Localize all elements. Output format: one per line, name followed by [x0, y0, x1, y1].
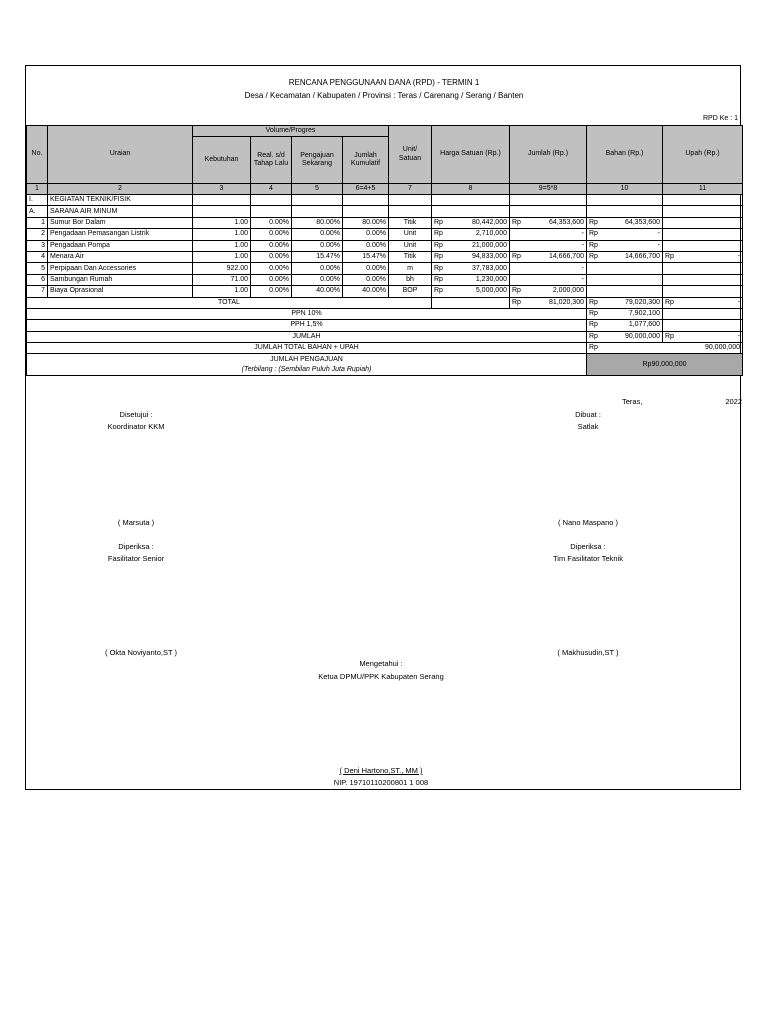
cell-uraian: Menara Air	[48, 251, 193, 262]
fasilitator-name: ( Okta Noviyanto,ST )	[105, 648, 177, 657]
diperiksa2-label: Diperiksa :	[570, 542, 606, 551]
cell-uraian: Pengadaan Pompa	[48, 240, 193, 251]
table-row: 3 Pengadaan Pompa 1.00 0.00% 0.00% 0.00% Unit Rp 21,000,000 - Rp -	[27, 240, 743, 251]
cell-no: 4	[27, 251, 48, 262]
document-subtitle: Desa / Kecamatan / Kabupaten / Provinsi : Teras / Carenang / Serang / Banten	[244, 91, 524, 100]
cell-harga: 21,000,000	[471, 241, 507, 249]
year: 2022	[725, 397, 742, 406]
col-unit: Unit/ Satuan	[389, 126, 432, 184]
total-label: TOTAL	[27, 297, 432, 308]
satlak-title: Satlak	[577, 422, 599, 431]
ketua-name: ( Deni Hartono,ST., MM )	[339, 766, 423, 775]
cell-no: 7	[27, 286, 48, 297]
cell-bahan: -	[657, 230, 660, 238]
cell-bahan: 64,353,600	[624, 218, 660, 226]
cell-harga: 94,833,000	[471, 253, 507, 261]
cell-bahan: 14,666,700	[624, 253, 660, 261]
pph-bahan: 1,077,600	[628, 321, 660, 329]
cell-jumlah: 2,000,000	[552, 287, 584, 295]
koordinator-name: ( Marsuta )	[117, 518, 155, 527]
table-row: 6 Sambungan Rumah 71.00 0.00% 0.00% 0.00% bh Rp 1,230,000 -	[27, 274, 743, 285]
cell-jumlah: -	[510, 263, 587, 274]
cell-pengajuan: 0.00%	[292, 229, 343, 240]
cell-jumlah: 64,353,600	[548, 218, 584, 226]
section-row	[27, 195, 743, 206]
tim-title: Tim Fasilitator Teknik	[552, 554, 624, 563]
cell-uraian: Sumur Bor Dalam	[48, 217, 193, 228]
cell-uraian: Perpipaan Dan Accessories	[48, 263, 193, 274]
cell-unit: m	[389, 263, 432, 274]
terbilang: (Terbilang : (Sembilan Puluh Juta Rupiah)	[27, 365, 587, 376]
cell-kumulatif: 15.47%	[343, 251, 389, 262]
cell-real: 0.00%	[251, 251, 292, 262]
cell-real: 0.00%	[251, 263, 292, 274]
cell-unit: Unit	[389, 229, 432, 240]
cell-real: 0.00%	[251, 274, 292, 285]
col-number: 6=4+5	[343, 184, 389, 195]
cell-no: 3	[27, 240, 48, 251]
jumlah-row: JUMLAH Rp 90,000,000 Rp -	[27, 331, 743, 342]
total-jumlah: 81,020,300	[548, 298, 584, 306]
cell-kebutuhan: 1.00	[193, 286, 251, 297]
section-label: SARANA AIR MINUM	[48, 206, 193, 217]
col-jumlah: Jumlah (Rp.)	[510, 126, 587, 184]
ketua-nip: NIP. 19710110200801 1 008	[333, 778, 429, 787]
cell-pengajuan: 15.47%	[292, 251, 343, 262]
col-upah: Upah (Rp.)	[663, 126, 743, 184]
col-number: 4	[251, 184, 292, 195]
document-title: RENCANA PENGGUNAAN DANA (RPD) - TERMIN 1	[288, 78, 480, 87]
cell-upah	[663, 263, 743, 274]
table-row: 4 Menara Air 1.00 0.00% 15.47% 15.47% Titik Rp 94,833,000 Rp 14,666,700 Rp 14,666,700 Rp -	[27, 251, 743, 262]
cell-kumulatif: 80.00%	[343, 217, 389, 228]
cell-uraian: Pengadaan Pemasangan Listrik	[48, 229, 193, 240]
cell-kebutuhan: 922.00	[193, 263, 251, 274]
ppn-bahan: 7,902,100	[628, 310, 660, 318]
pph-label: PPH 1,5%	[27, 320, 587, 331]
cell-jumlah: -	[510, 274, 587, 285]
col-uraian: Uraian	[48, 126, 193, 184]
cell-kumulatif: 0.00%	[343, 229, 389, 240]
ppn-row: PPN 10% Rp 7,902,100	[27, 308, 743, 319]
table-row: 2 Pengadaan Pemasangan Listrik 1.00 0.00% 0.00% 0.00% Unit Rp 2,710,000 - Rp -	[27, 229, 743, 240]
total-upah: -	[737, 298, 740, 306]
col-number: 8	[432, 184, 510, 195]
pengajuan-row	[27, 354, 743, 365]
jumlah-label: JUMLAH	[27, 331, 587, 342]
cell-kumulatif: 40.00%	[343, 286, 389, 297]
cell-kumulatif: 0.00%	[343, 274, 389, 285]
cell-unit: BOP	[389, 286, 432, 297]
diperiksa1-label: Diperiksa :	[118, 542, 154, 551]
cell-bahan	[587, 263, 663, 274]
rpd-document	[25, 65, 741, 790]
section-label: KEGIATAN TEKNIK/FISIK	[48, 195, 193, 206]
ppn-label: PPN 10%	[27, 308, 587, 319]
cell-upah	[663, 286, 743, 297]
tim-name: ( Makhusudin,ST )	[557, 648, 619, 657]
col-number: 3	[193, 184, 251, 195]
cell-kebutuhan: 1.00	[193, 240, 251, 251]
cell-harga: 5,000,000	[475, 287, 507, 295]
mengetahui-label: Mengetahui :	[359, 659, 403, 668]
grand-value: 90,000,000	[704, 344, 740, 352]
cell-pengajuan: 0.00%	[292, 263, 343, 274]
total-bahan: 79,020,300	[624, 298, 660, 306]
rpd-ke: RPD Ke : 1	[702, 115, 738, 122]
cell-jumlah: 14,666,700	[548, 253, 584, 261]
pengajuan-label: JUMLAH PENGAJUAN	[27, 354, 587, 365]
cell-no: 6	[27, 274, 48, 285]
cell-uraian: Biaya Oprasional	[48, 286, 193, 297]
cell-kebutuhan: 1.00	[193, 251, 251, 262]
cell-harga: 80,442,000	[471, 218, 507, 226]
cell-real: 0.00%	[251, 229, 292, 240]
rpd-table	[26, 125, 743, 376]
col-real: Real. s/d Tahap Lalu	[251, 137, 292, 184]
col-volume-progres: Volume/Progres	[193, 126, 389, 137]
cell-bahan: -	[657, 241, 660, 249]
cell-bahan	[587, 286, 663, 297]
table-row: 1 Sumur Bor Dalam 1.00 0.00% 80.00% 80.00% Titik Rp 80,442,000 Rp 64,353,600 Rp 64,353,600	[27, 217, 743, 228]
cell-upah	[663, 274, 743, 285]
cell-uraian: Sambungan Rumah	[48, 274, 193, 285]
cell-bahan	[587, 274, 663, 285]
cell-kebutuhan: 71.00	[193, 274, 251, 285]
col-pengajuan: Pengajuan Sekarang	[292, 137, 343, 184]
place: Teras,	[622, 397, 643, 406]
cell-upah	[663, 217, 743, 228]
cell-real: 0.00%	[251, 286, 292, 297]
cell-kumulatif: 0.00%	[343, 263, 389, 274]
col-number: 1	[27, 184, 48, 195]
cell-kumulatif: 0.00%	[343, 240, 389, 251]
col-number: 2	[48, 184, 193, 195]
cell-pengajuan: 80.00%	[292, 217, 343, 228]
col-number: 5	[292, 184, 343, 195]
col-number: 10	[587, 184, 663, 195]
disetujui-label: Disetujui :	[119, 410, 153, 419]
cell-upah	[663, 229, 743, 240]
table-row: 7 Biaya Oprasional 1.00 0.00% 40.00% 40.00% BOP Rp 5,000,000 Rp 2,000,000	[27, 286, 743, 297]
col-bahan: Bahan (Rp.)	[587, 126, 663, 184]
col-number: 9=5*8	[510, 184, 587, 195]
cell-kebutuhan: 1.00	[193, 229, 251, 240]
cell-pengajuan: 0.00%	[292, 240, 343, 251]
cell-unit: Titik	[389, 217, 432, 228]
cell-unit: bh	[389, 274, 432, 285]
cell-no: 2	[27, 229, 48, 240]
jumlah-upah: -	[737, 332, 740, 340]
cell-real: 0.00%	[251, 217, 292, 228]
jumlah-bahan: 90,000,000	[624, 332, 660, 340]
cell-upah: -	[737, 253, 740, 261]
fasilitator-title: Fasilitator Senior	[107, 554, 165, 563]
pph-row: PPH 1,5% Rp 1,077,600	[27, 320, 743, 331]
col-harga: Harga Satuan (Rp.)	[432, 126, 510, 184]
koordinator-title: Koordinator KKM	[107, 422, 165, 431]
section-code: A.	[27, 206, 48, 217]
cell-harga: 2,710,000	[475, 230, 507, 238]
cell-harga: 37,783,000	[471, 264, 507, 272]
cell-pengajuan: 40.00%	[292, 286, 343, 297]
cell-upah	[663, 240, 743, 251]
cell-unit: Unit	[389, 240, 432, 251]
section-row	[27, 206, 743, 217]
col-no: No.	[27, 126, 48, 184]
col-kumulatif: Jumlah Kumulatif	[343, 137, 389, 184]
col-kebutuhan: Kebutuhan	[193, 137, 251, 184]
cell-real: 0.00%	[251, 240, 292, 251]
dibuat-label: Dibuat :	[575, 410, 601, 419]
total-row: TOTAL Rp 81,020,300 Rp 79,020,300 Rp -	[27, 297, 743, 308]
grand-total-row: JUMLAH TOTAL BAHAN + UPAH Rp 90,000,000	[27, 343, 743, 354]
ketua-title: Ketua DPMU/PPK Kabupaten Serang	[318, 672, 444, 681]
grand-label: JUMLAH TOTAL BAHAN + UPAH	[27, 343, 587, 354]
cell-no: 1	[27, 217, 48, 228]
col-number: 11	[663, 184, 743, 195]
table-row: 5 Perpipaan Dan Accessories 922.00 0.00% 0.00% 0.00% m Rp 37,783,000 -	[27, 263, 743, 274]
col-number: 7	[389, 184, 432, 195]
cell-jumlah: -	[510, 229, 587, 240]
cell-kebutuhan: 1.00	[193, 217, 251, 228]
cell-pengajuan: 0.00%	[292, 274, 343, 285]
cell-no: 5	[27, 263, 48, 274]
cell-harga: 1,230,000	[475, 275, 507, 283]
satlak-name: ( Nano Maspano )	[557, 518, 619, 527]
section-code: I.	[27, 195, 48, 206]
cell-jumlah: -	[510, 240, 587, 251]
cell-unit: Titik	[389, 251, 432, 262]
pengajuan-value: Rp90,000,000	[587, 354, 743, 376]
